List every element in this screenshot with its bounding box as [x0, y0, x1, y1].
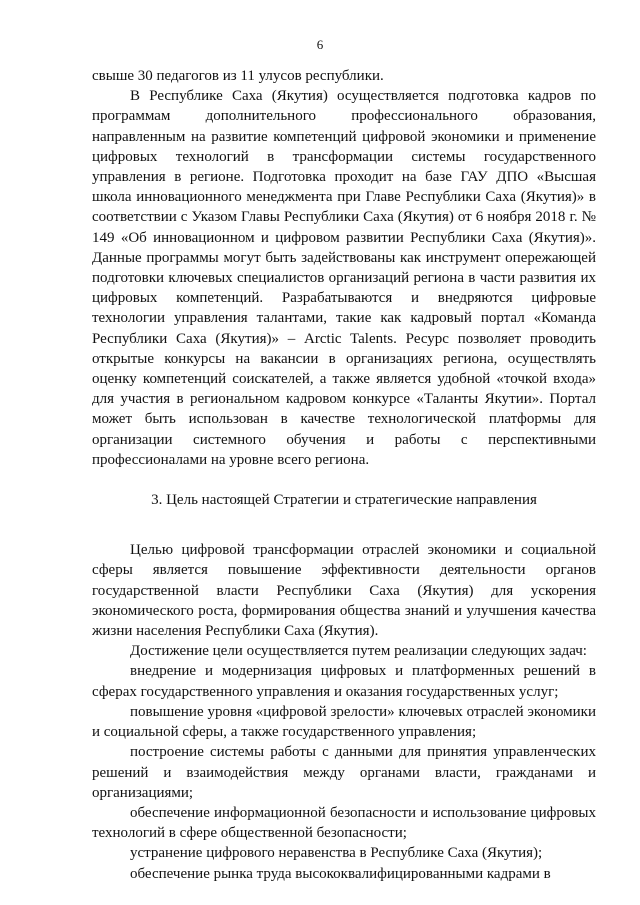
goal-paragraph: Целью цифровой трансформации отраслей экономики и социальной сферы является повышение эффективности деятельности органов государственной власти Республики Саха (Якутия) для ускорения экономического роста, формирования общества знаний и улучшения качества жизни населения Республики Саха (Якутия).	[92, 542, 596, 640]
task-item: построение системы работы с данными для принятия управленческих решений и взаимодействия между органами власти, гражданами и организациями;	[92, 744, 596, 801]
task-item: обеспечение рынка труда высококвалифицированными кадрами в	[130, 865, 551, 882]
task-item: внедрение и модернизация цифровых и платформенных решений в сферах государственного управления и оказания государственных услуг;	[92, 663, 596, 700]
task-item: устранение цифрового неравенства в Республике Саха (Якутия);	[130, 845, 543, 862]
task-item: повышение уровня «цифровой зрелости» ключевых отраслей экономики и социальной сферы, а также государственного управления;	[92, 703, 596, 741]
task-item: обеспечение информационной безопасности и использование цифровых технологий в сфере общественной безопасности;	[92, 804, 596, 842]
body-paragraph: В Республике Саха (Якутия) осуществляется подготовка кадров по программам дополнительного профессионального образования, направленным на развитие компетенций цифровой экономики и применение цифровых технологий в трансформации системы государственного управления в регионе. Подготовка проходит на базе ГАУ ДПО «Высшая школа инновационного менеджмента при Главе Республики Саха (Якутия)» в соответствии с Указом Главы Республики Саха (Якутия) от 6 ноября 2018 г. № 149 «Об инновационном и цифровом развитии Республики Саха (Якутия)». Данные программы могут быть задействованы как инструмент опережающей подготовки ключевых специалистов организаций региона в части развития их цифровых компетенций. Разрабатываются и внедряются цифровые технологии управления талантами, такие как кадровый портал «Команда Республики Саха (Якутия)» – Arctic Talents. Ресурс позволяет проводить открытые конкурсы на вакансии в организациях региона, осуществлять оценку компетенций соискателей, а также является удобной «точкой входа» для участия в региональном кадровом конкурсе «Таланты Якутии». Портал может быть использован в качестве технологической платформы для организации системного обучения и работы с перспективными профессионалами на уровне всего региона.	[92, 88, 596, 468]
section-heading: 3. Цель настоящей Стратегии и стратегические направления	[151, 492, 537, 509]
tasks-intro: Достижение цели осуществляется путем реализации следующих задач:	[130, 643, 587, 660]
continued-paragraph: свыше 30 педагогов из 11 улусов республики.	[92, 68, 384, 84]
page-number: 6	[316, 37, 324, 52]
page-content	[92, 66, 596, 884]
